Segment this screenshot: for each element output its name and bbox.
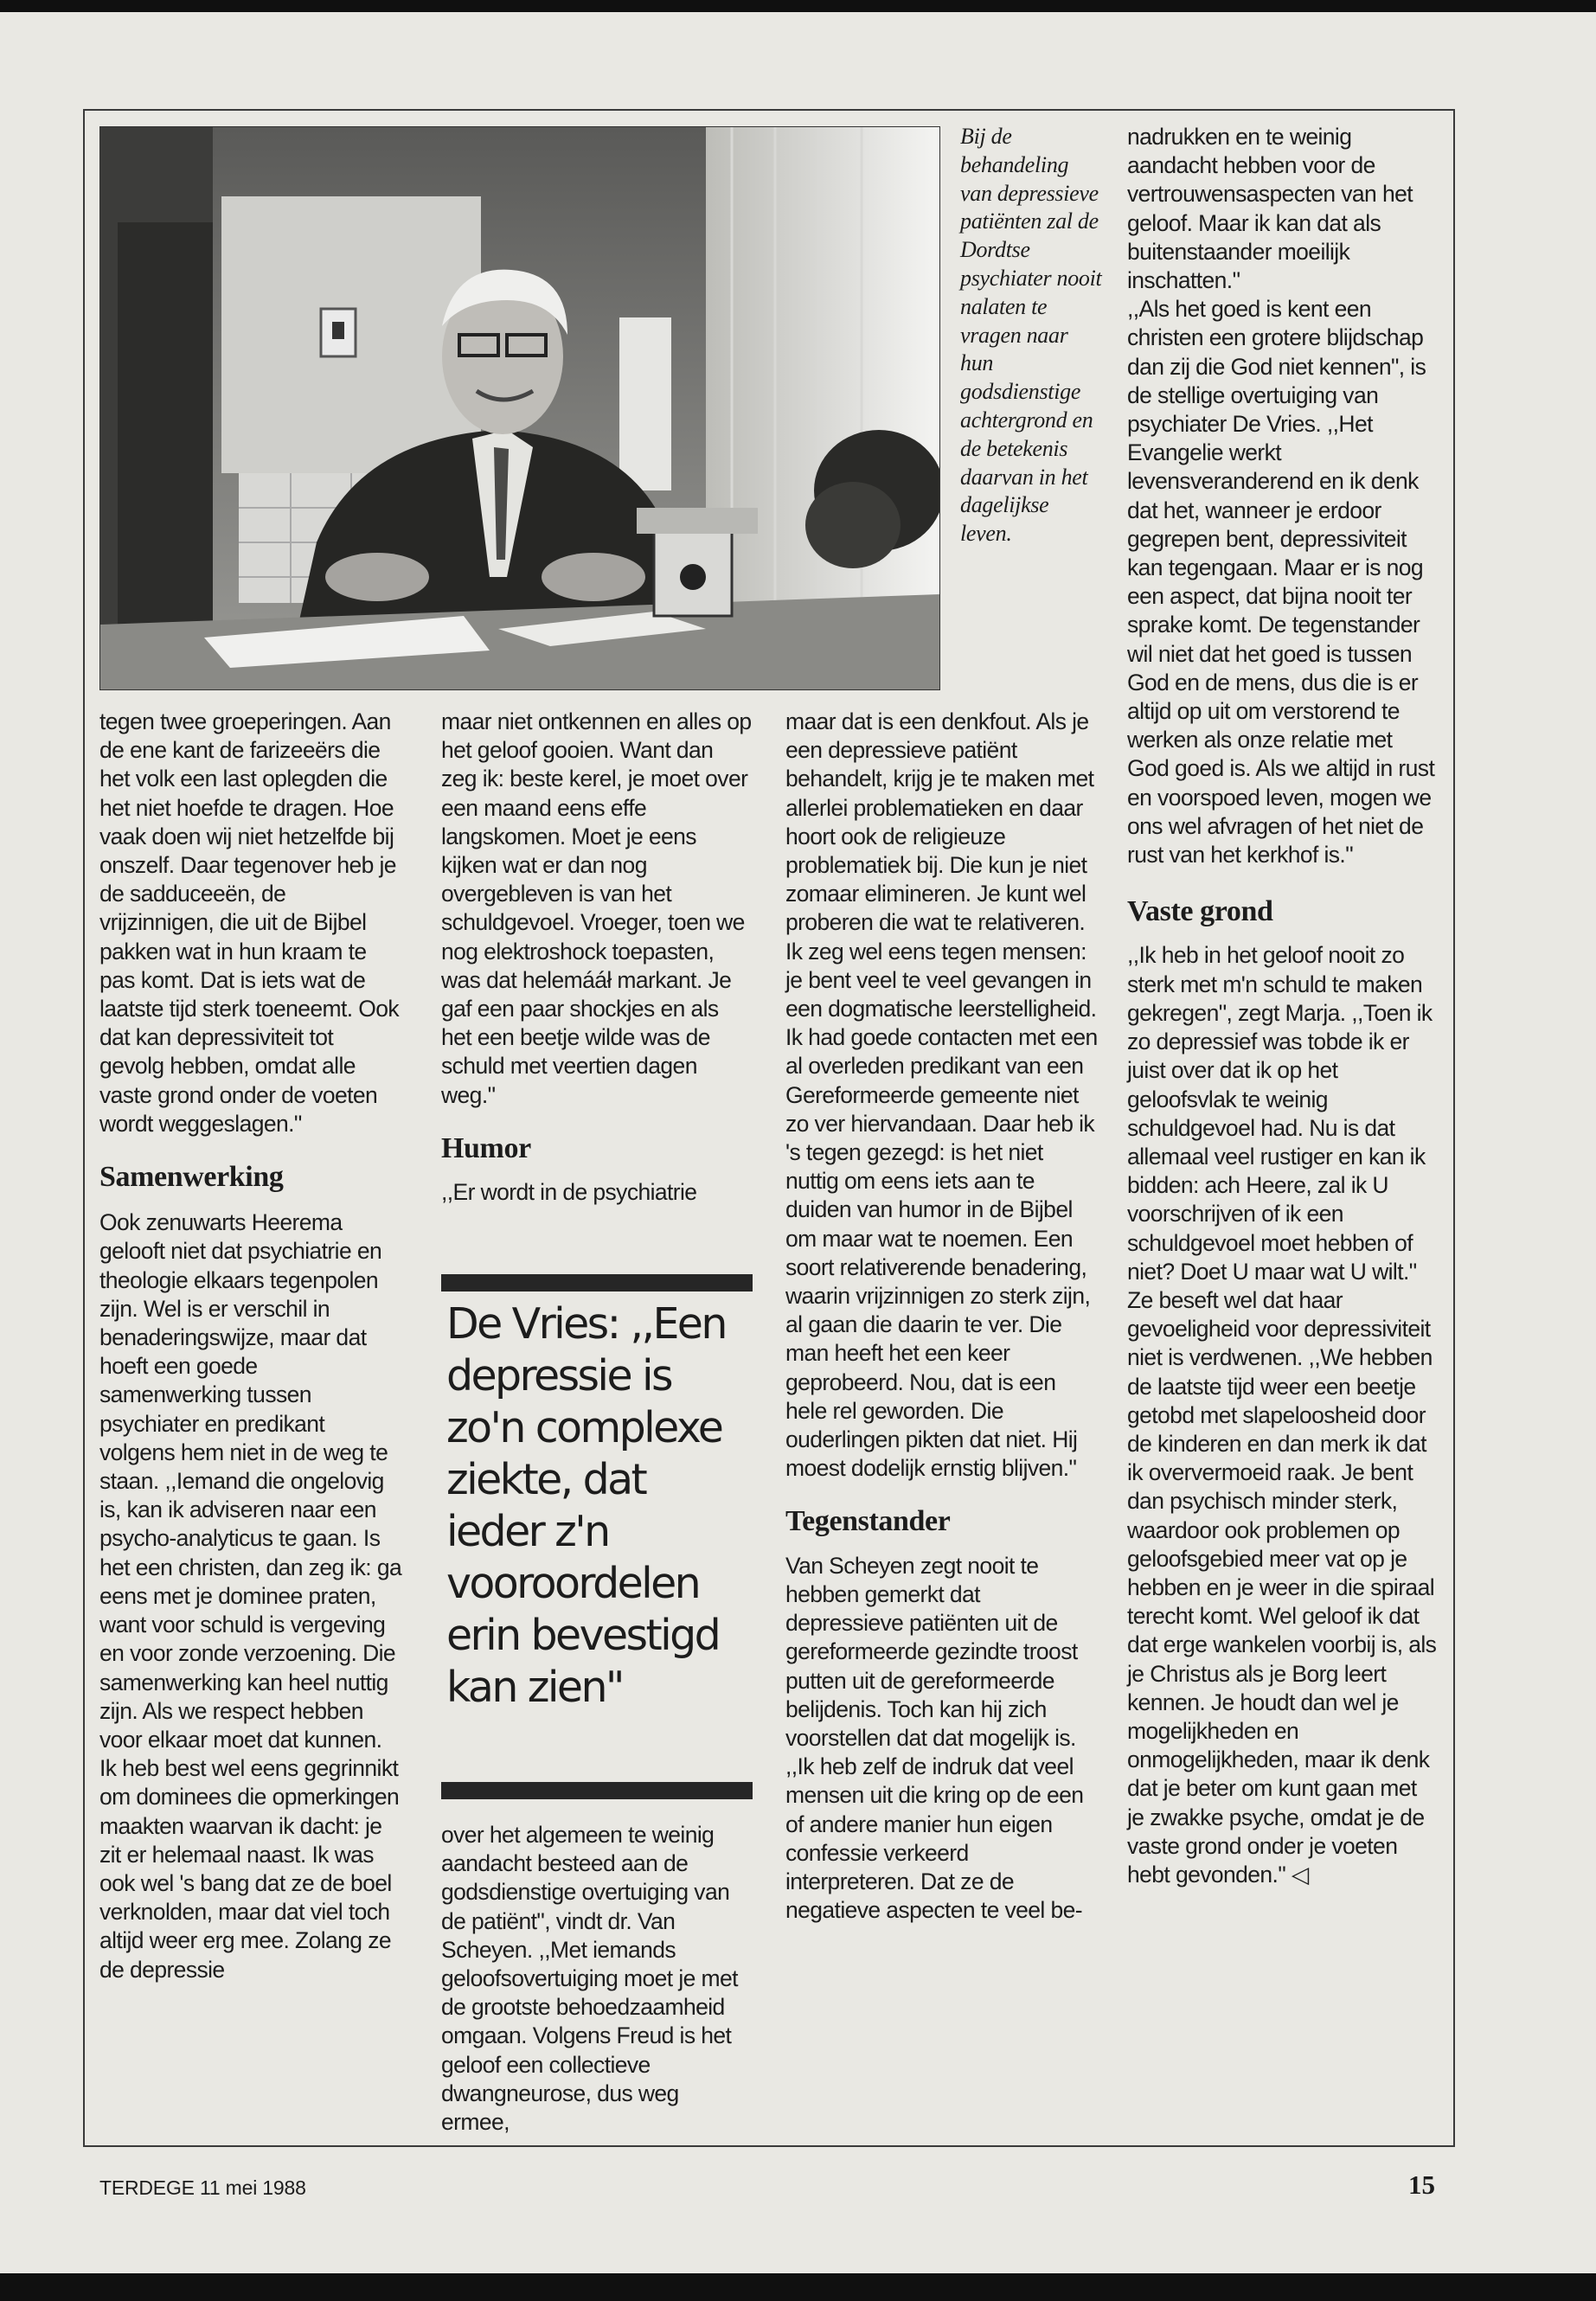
page-number: 15: [1408, 2170, 1435, 2200]
paragraph: Ook zenuwarts Heerema gelooft niet dat psychiatrie en theologie elkaars tegenpolen zijn. Wel is er verschil in benaderingswijze, maar dat hoeft een goede samenwerking tussen psychiater en predikant volgens hem niet in de weg te staan. ,,Iemand die ongelovig is, kan ik adviseren naar een psycho-analyticus te gaan. Is het een christen, dan zeg ik: ga eens met je dominee praten, want voor schuld is vergeving en voor zonde verzoening. Die samenwerking kan heel nuttig zijn. Als we respect hebben voor elkaar moet dat kunnen.: [99, 1209, 402, 1753]
photo-caption: Bij de behandeling van depressieve patiënten zal de Dordtse psychiater nooit nalaten te vragen naar hun godsdienstige achtergrond en de betekenis daarvan in het dagelijkse leven.: [960, 124, 1102, 547]
portrait-photo-icon: [100, 127, 939, 689]
pull-quote-block: [441, 1274, 753, 1714]
quote-rule-top: [441, 1274, 753, 1292]
paragraph: ,,Ik heb in het geloof nooit zo sterk met m'n schuld te maken gekregen", zegt Marja. ,,Toen ik zo depressief was tobde ik er juist over dat ik op het geloofsvlak te weinig schuldgevoel had. Nu is dat allemaal veel rustiger en kan ik bidden: ach Heere, zal ik U voorschrijven of ik een schuldgevoel moet hebben of niet? Doet U maar wat U wilt.": [1127, 942, 1433, 1285]
paragraph: Ik heb best wel eens gegrinnikt om dominees die opmerkingen maakten waarvan ik dacht: je zit er helemaal naast. Ik was ook wel 's bang dat ze de boel verknolden, maar dat viel toch altijd weer erg mee. Zolang ze de depressie: [99, 1755, 400, 1983]
section-heading: Humor: [441, 1131, 531, 1164]
publication-line: TERDEGE 11 mei 1988: [99, 2176, 306, 2199]
paragraph: ,,Er wordt in de psychiatrie: [441, 1179, 697, 1206]
paragraph: tegen twee groeperingen. Aan de ene kant de farizeeërs die het volk een last oplegden die het niet hoefde te dragen. Hoe vaak doen wij niet hetzelfde bij onszelf. Daar tegenover heb je de sadduceeën, de vrijzinnigen, die uit de Bijbel pakken wat in hun kraam te pas komt. Dat is iets wat de laatste tijd sterk toeneemt. Ook dat kan depressiviteit tot gevolg hebben, omdat alle vaste grond onder de voeten wordt weggeslagen.": [99, 708, 400, 1137]
section-heading: Samenwerking: [99, 1161, 284, 1194]
text-column-2-continued: [441, 1821, 753, 2137]
paragraph: Ze beseft wel dat haar gevoeligheid voor depressiviteit niet is verdwenen. ,,We hebben de laatste tijd weer een beetje getobd met slapeloosheid door de kinderen en dan merk ik dat ik oververmoeid raak. Je bent dan psychisch minder sterk, waardoor ook problemen op geloofsgebied meer vat op je hebben en je weer in die spiraal terecht komt. Wel geloof ik dat dat erge wankelen voorbij is, als je Christus als je Borg leert kennen. Je houdt dan wel je mogelijkheden en onmogelijkheden, maar ik denk dat je beter om kunt gaan met je zwakke psyche, omdat je de vaste grond onder je voeten hebt gevonden." ◁: [1127, 1286, 1437, 1888]
section-heading: Vaste grond: [1127, 895, 1273, 928]
text-column-4: [1127, 123, 1437, 1889]
paragraph: maar dat is een denkfout. Als je een depressieve patiënt behandelt, krijg je te maken met allerlei problematieken en daar hoort ook de religieuze problematiek bij. Die kun je niet zomaar elimineren. Je kunt wel proberen die wat te relativeren. Ik zeg wel eens tegen mensen: je bent veel te veel gevangen in een dogmatische leerstelligheid.: [785, 708, 1097, 1022]
text-column-1: [99, 708, 402, 1984]
paragraph: Van Scheyen zegt nooit te hebben gemerkt dat depressieve patiënten uit de gereformeerde gezindte troost putten uit de gereformeerde belijdenis. Toch kan hij zich voorstellen dat dat mogelijk is. ,,Ik heb zelf de indruk dat veel mensen uit die kring op de een of andere manier hun eigen confessie verkeerd interpreteren. Dat ze de negatieve aspecten te veel be-: [785, 1552, 1084, 1924]
pull-quote: De Vries: ,,Een depressie is zo'n complexe ziekte, dat ieder z'n vooroordelen erin bevestigd kan zien": [446, 1299, 726, 1712]
quote-rule-bottom: [441, 1782, 753, 1799]
bottom-dark-border: [0, 2273, 1596, 2301]
paragraph: nadrukken en te weinig aandacht hebben voor de vertrouwensaspecten van het geloof. Maar ik kan dat als buitenstaander moeilijk inschatten.": [1127, 124, 1413, 294]
paragraph: ,,Als het goed is kent een christen een grotere blijdschap dan zij die God niet kennen", is de stellige overtuiging van psychiater De Vries. ,,Het Evangelie werkt levensveranderend en ik denk dat het, wanneer je erdoor gegrepen bent, depressiviteit kan tegengaan. Maar er is nog een aspect, dat bijna nooit ter sprake komt. De tegenstander wil niet dat het goed is tussen God en de mens, dus die is er altijd op uit om verstorend te werken als onze relatie met God goed is. Als we altijd in rust en voorspoed leven, mogen we ons wel afvragen of het niet de rust van het kerkhof is.": [1127, 296, 1435, 868]
paragraph: over het algemeen te weinig aandacht besteed aan de godsdienstige overtuiging van de patiënt", vindt dr. Van Scheyen. ,,Met iemands geloofsovertuiging moet je met de grootste behoedzaamheid omgaan. Volgens Freud is het geloof een collectieve dwangneurose, dus weg ermee,: [441, 1822, 738, 2136]
section-heading: Tegenstander: [785, 1505, 951, 1538]
paragraph: Ik had goede contacten met een al overleden predikant van een Gereformeerde gemeente niet zo ver hiervandaan. Daar heb ik 's tegen gezegd: is het niet nuttig om eens iets aan te duiden van humor in de Bijbel om maar wat te noemen. Een soort relativerende benadering, waarin vrijzinnigen zo sterk zijn, al gaan die daarin te ver. Die man heeft het een keer geprobeerd. Nou, dat is een hele rel geworden. Die ouderlingen pikten dat niet. Hij moest dodelijk ernstig blijven.": [785, 1024, 1098, 1482]
top-dark-border: [0, 0, 1596, 12]
paragraph: maar niet ontkennen en alles op het geloof gooien. Want dan zeg ik: beste kerel, je moet over een maand eens effe langskomen. Moet je eens kijken wat er dan nog overgebleven is van het schuldgevoel. Vroeger, toen we nog elektroshock toepasten, was dat helemááł markant. Je gaf een paar shockjes en als het een beetje wilde was de schuld met veertien dagen weg.": [441, 708, 752, 1108]
text-column-2: [441, 708, 753, 1207]
portrait-photo: [99, 126, 940, 690]
text-column-3: [785, 708, 1099, 1925]
